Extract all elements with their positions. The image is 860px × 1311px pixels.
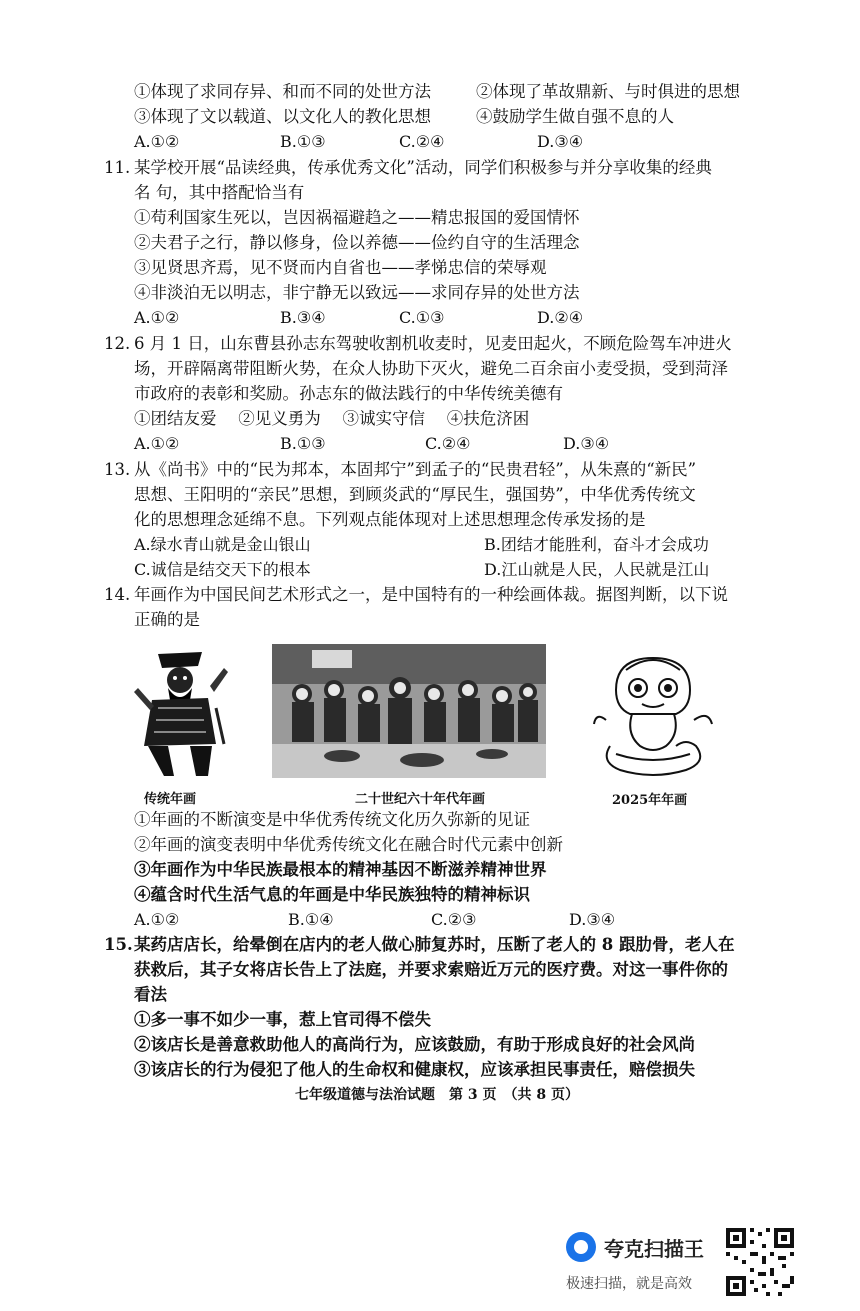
q11-option-a: A.①② bbox=[134, 308, 180, 327]
q15-statement-1: ①多一事不如少一事，惹上官司得不偿失 bbox=[134, 1010, 431, 1029]
q11-statement-1: ①苟利国家生死以，岂因祸福避趋之——精忠报国的爱国情怀 bbox=[134, 208, 580, 227]
scanner-slogan: 极速扫描，就是高效 bbox=[566, 1276, 692, 1292]
q13-option-d: D.江山就是人民，人民就是江山 bbox=[484, 560, 710, 579]
q14-statement-4: ④蕴含时代生活气息的年画是中华民族独特的精神标识 bbox=[134, 885, 530, 904]
q11-option-b: B.③④ bbox=[280, 308, 326, 327]
traditional-nianhua-image bbox=[128, 648, 230, 780]
scanner-brand bbox=[566, 1232, 704, 1262]
q11-statement-4: ④非淡泊无以明志，非宁静无以致远——求同存异的处世方法 bbox=[134, 283, 580, 302]
q10-statement-3: ③体现了文以载道、以文化人的教化思想 bbox=[134, 107, 431, 126]
q14-option-c: C.②③ bbox=[431, 910, 477, 929]
q15-stem-line-2: 获救后，其子女将店长告上了法庭，并要求索赔近万元的医疗费。对这一事件你的 bbox=[134, 960, 728, 979]
q15-statement-3: ③该店长的行为侵犯了他人的生命权和健康权，应该承担民事责任，赔偿损失 bbox=[134, 1060, 695, 1079]
q15-stem-line-3: 看法 bbox=[134, 985, 167, 1004]
q13-number: 13. bbox=[104, 460, 131, 479]
q12-option-c: C.②④ bbox=[425, 434, 471, 453]
q12-number: 12. bbox=[104, 334, 131, 353]
q14-option-d: D.③④ bbox=[569, 910, 616, 929]
q11-statement-2: ②夫君子之行，静以修身，俭以养德——俭约自守的生活理念 bbox=[134, 233, 580, 252]
caption-2025-nianhua: 2025年年画 bbox=[612, 793, 688, 808]
q11-stem-line-2: 名 句，其中搭配恰当有 bbox=[134, 183, 305, 202]
scanner-brand-name: 夸克扫描王 bbox=[604, 1236, 704, 1261]
q10-option-c: C.②④ bbox=[399, 132, 445, 151]
q12-stem-line-2: 场，开辟隔离带阻断火势，在众人协助下灭火，避免二百余亩小麦受损，受到菏泽 bbox=[134, 359, 728, 378]
q12-statements: ①团结友爱 ②见义勇为 ③诚实守信 ④扶危济困 bbox=[134, 409, 530, 428]
q11-stem-line-1: 某学校开展“品读经典，传承优秀文化”活动，同学们积极参与并分享收集的经典 bbox=[134, 158, 712, 177]
q13-stem-line-1: 从《尚书》中的“民为邦本，本固邦宁”到孟子的“民贵君轻”，从朱熹的“新民” bbox=[134, 460, 697, 479]
q12-stem-line-1: 6 月 1 日，山东曹县孙志东驾驶收割机收麦时，见麦田起火，不顾危险驾车冲进火 bbox=[134, 334, 732, 353]
2025-nianhua-image bbox=[586, 650, 720, 782]
q14-stem-line-2: 正确的是 bbox=[134, 610, 200, 629]
caption-traditional-nianhua: 传统年画 bbox=[144, 792, 197, 807]
q15-number: 15. bbox=[104, 935, 133, 954]
q10-statement-4: ④鼓励学生做自强不息的人 bbox=[476, 107, 674, 126]
1960s-nianhua-image bbox=[272, 644, 546, 778]
q14-option-a: A.①② bbox=[134, 910, 180, 929]
q12-option-d: D.③④ bbox=[563, 434, 610, 453]
q14-stem-line-1: 年画作为中国民间艺术形式之一，是中国特有的一种绘画体裁。据图判断，以下说 bbox=[134, 585, 728, 604]
q13-stem-line-3: 化的思想理念延绵不息。下列观点能体现对上述思想理念传承发扬的是 bbox=[134, 510, 646, 529]
q12-option-a: A.①② bbox=[134, 434, 180, 453]
q12-option-b: B.①③ bbox=[280, 434, 326, 453]
q13-stem-line-2: 思想、王阳明的“亲民”思想，到顾炎武的“厚民生，强国势”，中华优秀传统文 bbox=[134, 485, 696, 504]
q10-statement-1: ①体现了求同存异、和而不同的处世方法 bbox=[134, 82, 431, 101]
q14-number: 14. bbox=[104, 585, 131, 604]
q10-option-b: B.①③ bbox=[280, 132, 326, 151]
q11-number: 11. bbox=[104, 158, 131, 177]
q13-option-c: C.诚信是结交天下的根本 bbox=[134, 560, 311, 579]
scanner-logo-icon bbox=[566, 1232, 596, 1262]
q15-statement-2: ②该店长是善意救助他人的高尚行为，应该鼓励，有助于形成良好的社会风尚 bbox=[134, 1035, 695, 1054]
q11-option-c: C.①③ bbox=[399, 308, 445, 327]
page-footer: 七年级道德与法治试题 第 3 页 （共 8 页） bbox=[295, 1087, 579, 1103]
q15-stem-line-1: 某药店店长，给晕倒在店内的老人做心肺复苏时，压断了老人的 8 跟肋骨，老人在 bbox=[134, 935, 735, 954]
q10-option-a: A.①② bbox=[134, 132, 180, 151]
q11-statement-3: ③见贤思齐焉，见不贤而内自省也——孝悌忠信的荣辱观 bbox=[134, 258, 547, 277]
q11-option-d: D.②④ bbox=[537, 308, 584, 327]
q14-statement-1: ①年画的不断演变是中华优秀传统文化历久弥新的见证 bbox=[134, 810, 530, 829]
q14-statement-2: ②年画的演变表明中华优秀传统文化在融合时代元素中创新 bbox=[134, 835, 563, 854]
q13-option-a: A.绿水青山就是金山银山 bbox=[134, 535, 311, 554]
q10-option-d: D.③④ bbox=[537, 132, 584, 151]
q14-statement-3: ③年画作为中华民族最根本的精神基因不断滋养精神世界 bbox=[134, 860, 547, 879]
qr-code-icon bbox=[724, 1226, 796, 1298]
caption-1960s-nianhua: 二十世纪六十年代年画 bbox=[355, 792, 486, 807]
q13-option-b: B.团结才能胜利，奋斗才会成功 bbox=[484, 535, 709, 554]
q10-statement-2: ②体现了革故鼎新、与时俱进的思想 bbox=[476, 82, 740, 101]
q12-stem-line-3: 市政府的表彰和奖励。孙志东的做法践行的中华传统美德有 bbox=[134, 384, 563, 403]
q14-option-b: B.①④ bbox=[288, 910, 334, 929]
